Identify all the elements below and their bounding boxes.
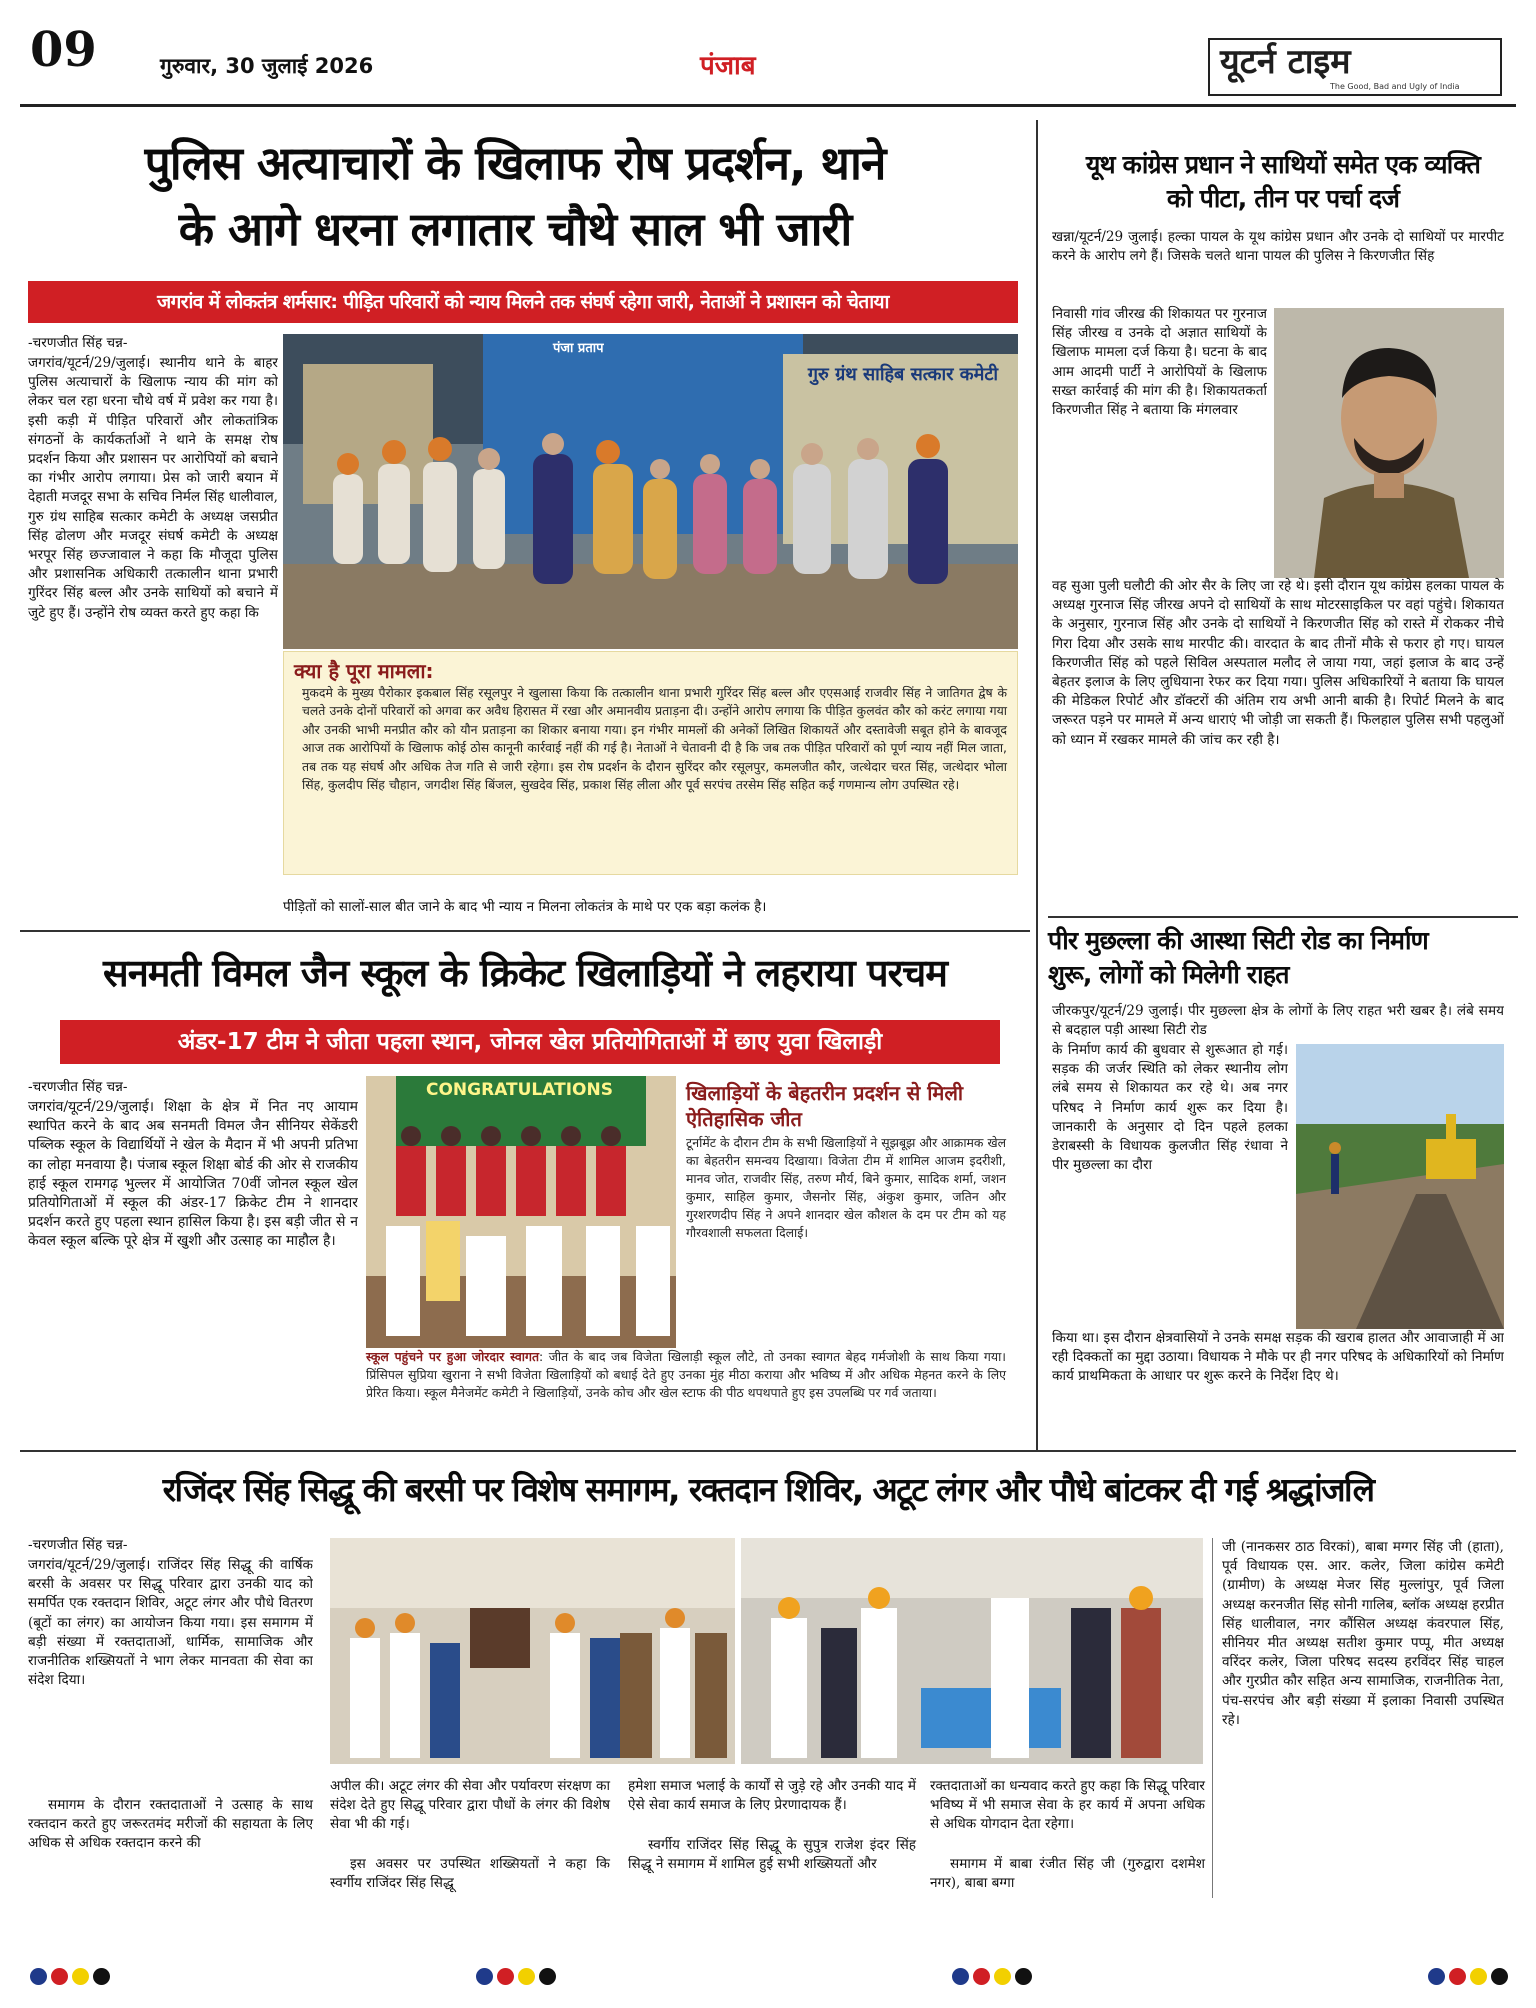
color-dot (497, 1968, 514, 1985)
color-dot (93, 1968, 110, 1985)
story5-col3b: स्वर्गीय राजिंदर सिंह सिद्धू के सुपुत्र राजेश इंदर सिंह सिद्धू ने समागम में शामिल हुई सभी शख्सियतों और (628, 1837, 916, 1873)
footer-dots-left (30, 1968, 110, 1985)
story5-col2b: इस अवसर पर उपस्थित शख्सियतों ने कहा कि स्वर्गीय राजिंदर सिंह सिद्धू (330, 1856, 610, 1892)
story3-headline: पीर मुछल्ला की आस्था सिटी रोड का निर्माण शुरू, लोगों को मिलेगी राहत (1048, 926, 1428, 989)
story1-box (283, 651, 1018, 875)
issue-date: गुरुवार, 30 जुलाई 2026 (160, 54, 374, 78)
story3-wrap: के निर्माण कार्य की बुधवार से शुरूआत हो गई। सड़क की जर्जर स्थिति को लेकर स्थानीय लोग लंबे समय से शिकायत कर रहे थे। अब नगर परिषद ने निर्माण कार्य शुरू कर दिया है। जानकारी के अनुसार दो दिन पहले हलका डेराबस्सी के विधायक कुलजीत सिंह रंधावा ने पीर मुछल्ला का दौरा (1052, 1042, 1288, 1174)
color-dot (1449, 1968, 1466, 1985)
story1-headline: पुलिस अत्याचारों के खिलाफ रोष प्रदर्शन, थाने के आगे धरना लगातार चौथे साल भी जारी (144, 136, 886, 256)
color-dot (51, 1968, 68, 1985)
story4-caption-label: स्कूल पहुंचने पर हुआ जोरदार स्वागत (366, 1349, 540, 1364)
story4-caption-text: : जीत के बाद जब विजेता खिलाड़ी स्कूल लौटे, तो उनका स्वागत बेहद गर्मजोशी के साथ किया गया। प्रिंसिपल सुप्रिया खुराना ने सभी विजेता खिलाड़ियों को बधाई देते हुए उनका मुंह मीठा कराया और भविष्य में और अधिक मेहनत करने के लिए प्रेरित किया। स्कूल मैनेजमेंट कमेटी ने खिलाड़ियों, उनके कोच और खेल स्टाफ की पीठ थपथपाते हुए इस उपलब्धि पर गर्व जताया। (366, 1349, 1006, 1401)
color-dot (1491, 1968, 1508, 1985)
story1-body: जगरांव/यूटर्न/29/जुलाई। स्थानीय थाने के बाहर पुलिस अत्याचारों के खिलाफ न्याय की मांग को लेकर चल रहा धरना चौथे वर्ष में प्रवेश कर गया है। इसी कड़ी में पीड़ित परिवारों और लोकतांत्रिक संगठनों के कार्यकर्ताओं ने थाने के समक्ष रोष प्रदर्शन किया और प्रशासन पर आरोपियों को बचाने का गंभीर आरोप लगाया। प्रेस को जारी बयान में देहाती मजदूर सभा के सचिव निर्मल सिंह धालीवाल, गुरु ग्रंथ साहिब सत्कार कमेटी के अध्यक्ष जसप्रीत सिंह ढोलण और मजदूर संघर्ष कमेटी के अध्यक्ष भरपूर सिंह छज्जावाल ने कहा कि मौजूदा पुलिस और प्रशासनिक अधिकारी तत्कालीन थाना प्रभारी गुरिंदर सिंह बल्ल और उनके साथियों को बचाने में जुटे हुए हैं। उन्होंने रोष व्यक्त करते हुए कहा कि (28, 355, 278, 621)
color-dot (994, 1968, 1011, 1985)
header-rule (20, 104, 1516, 107)
photo-banner-label: पंजा प्रताप (553, 341, 604, 356)
story4-side-body: टूर्नामेंट के दौरान टीम के सभी खिलाड़ियों ने सूझबूझ और आक्रामक खेल का बेहतरीन समन्वय दिखाया। विजेता टीम में शामिल आजम इदरीशी, मानव जोत, राजवीर सिंह, तरुण मौर्य, बिने कुमार, सादिक शर्मा, जशन कुमार, साहिल कुमार, जैसनोर सिंह, अंकुश कुमार, जतिन और गुरशरणदीप सिंह ने अपने शानदार खेल कौशल के दम पर टीम को यह गौरवशाली सफलता दिलाई। (686, 1135, 1006, 1240)
color-dot (952, 1968, 969, 1985)
story5-photo-1 (330, 1538, 735, 1764)
story5-divider (1212, 1538, 1213, 1898)
color-dot (476, 1968, 493, 1985)
story4-subhead: अंडर-17 टीम ने जीता पहला स्थान, जोनल खेल प्रतियोगिताओं में छाए युवा खिलाड़ी (60, 1020, 1000, 1064)
story5-col1b: समागम के दौरान रक्तदाताओं ने उत्साह के साथ रक्तदान करते हुए जरूरतमंद मरीजों की सहायता के लिए अधिक से अधिक रक्तदान करने की (28, 1797, 313, 1852)
story1-subhead: जगरांव में लोकतंत्र शर्मसार: पीड़ित परिवारों को न्याय मिलने तक संघर्ष रहेगा जारी, नेताओं ने प्रशासन को चेताया (28, 281, 1018, 323)
story2-intro: खन्ना/यूटर्न/29 जुलाई। हल्का पायल के यूथ कांग्रेस प्रधान और उनके दो साथियों पर मारपीट करने के आरोप लगे हैं। जिसके चलते थाना पायल की पुलिस ने किरणजीत सिंह (1052, 229, 1504, 265)
story5-col2: अपील की। अटूट लंगर की सेवा और पर्यावरण संरक्षण का संदेश देते हुए सिद्धू परिवार द्वारा पौधों के लंगर की विशेष सेवा भी की गई। (330, 1778, 610, 1833)
story4-body: जगरांव/यूटर्न/29/जुलाई। शिक्षा के क्षेत्र में नित नए आयाम स्थापित करने के बाद अब सनमती विमल जैन सीनियर सेकेंडरी पब्लिक स्कूल के विद्यार्थियों ने खेल के मैदान में भी अपनी प्रतिभा का लोहा मनवाया है। पंजाब स्कूल शिक्षा बोर्ड की ओर से राजकीय हाई स्कूल रामगढ़ भुल्लर में आयोजित 70वीं जोनल स्कूल खेल प्रतियोगिताओं में स्कूल की अंडर-17 क्रिकेट टीम ने शानदार प्रदर्शन करते हुए पहला स्थान हासिल किया है। इस बड़ी जीत से न केवल स्कूल बल्कि पूरे क्षेत्र में खुशी और उत्साह का माहौल है। (28, 1099, 358, 1250)
story5-col4: रक्तदाताओं का धन्यवाद करते हुए कहा कि सिद्धू परिवार भविष्य में भी समाज सेवा के हर कार्य में अपना अधिक से अधिक योगदान देता रहेगा। (930, 1778, 1205, 1833)
story2-headline: यूथ कांग्रेस प्रधान ने साथियों समेत एक व्यक्ति को पीटा, तीन पर पर्चा दर्ज (1085, 150, 1481, 213)
story3-rest: किया था। इस दौरान क्षेत्रवासियों ने उनके समक्ष सड़क की खराब हालत और आवाजाही में आ रही दिक्कतों का मुद्दा उठाया। विधायक ने मौके पर ही नगर परिषद के अधिकारियों को निर्माण कार्य प्राथमिकता के आधार पर शुरू करने के निर्देश दिए थे। (1052, 1330, 1504, 1385)
story3-intro: जीरकपुर/यूटर्न/29 जुलाई। पीर मुछल्ला क्षेत्र के लोगों के लिए राहत भरी खबर है। लंबे समय से बदहाल पड़ी आस्था सिटी रोड (1052, 1003, 1504, 1039)
story4-caption (366, 1348, 1006, 1403)
story2-wrap: निवासी गांव जीरख की शिकायत पर गुरनाज सिंह जीरख व उनके दो अज्ञात साथियों के खिलाफ मामला दर्ज किया है। घटना के बाद आम आदमी पार्टी ने आरोपियों के खिलाफ सख्त कार्रवाई की मांग की है। शिकायतकर्ता किरणजीत सिंह ने बताया कि मंगलवार (1052, 306, 1267, 419)
story1-box-title: क्या है पूरा मामला: (294, 659, 434, 683)
story5-photo-2 (741, 1538, 1203, 1764)
footer-dots-right (1428, 1968, 1508, 1985)
page-number: 09 (30, 22, 97, 78)
color-dot (539, 1968, 556, 1985)
brand-name: यूटर्न टाइम (1220, 42, 1351, 82)
section-title: पंजाब (700, 51, 756, 81)
brand-tagline: The Good, Bad and Ugly of India (1330, 82, 1460, 91)
photo-banner-text: गुरु ग्रंथ साहिब सत्कार कमेटी (807, 364, 999, 385)
color-dot (1428, 1968, 1445, 1985)
footer-dots-center-right (952, 1968, 1032, 1985)
story5-byline: -चरणजीत सिंह चन्न- (28, 1537, 128, 1553)
photo-banner-text: CONGRATULATIONS (426, 1080, 613, 1100)
story2-photo (1274, 308, 1504, 578)
story4-side-title: खिलाड़ियों के बेहतरीन प्रदर्शन से मिली ऐतिहासिक जीत (686, 1081, 964, 1131)
story5-col5: जी (नानकसर ठाठ विरकां), बाबा मग्गर सिंह जी (हाता), पूर्व विधायक एस. आर. कलेर, जिला कांग्रेस कमेटी (ग्रामीण) के अध्यक्ष मेजर सिंह मुल्लांपुर, पूर्व जिला अध्यक्ष करनजीत सिंह सोनी गालिब, ब्लॉक अध्यक्ष हरप्रीत सिंह धालीवाल, नगर कौंसिल अध्यक्ष कंवरपाल सिंह, सीनियर मीत अध्यक्ष सतीश कुमार पप्पू, मीत अध्यक्ष वरिंदर कलेर, जिला परिषद सदस्य हरविंदर सिंह चाहल और गुरप्रीत कौर सहित अन्य सामाजिक, राजनीतिक नेता, पंच-सरपंच और बड़ी संख्या में इलाका निवासी उपस्थित रहे। (1222, 1539, 1504, 1728)
color-dot (518, 1968, 535, 1985)
story4-headline: सनमती विमल जैन स्कूल के क्रिकेट खिलाड़ियों ने लहराया परचम (103, 951, 947, 995)
color-dot (30, 1968, 47, 1985)
brand-logo (1208, 38, 1502, 96)
story5-headline: रजिंदर सिंह सिद्धू की बरसी पर विशेष समागम, रक्तदान शिविर, अटूट लंगर और पौधे बांटकर दी गई श्रद्धांजलि (162, 1470, 1374, 1509)
story1-body-tail: पीड़ितों को सालों-साल बीत जाने के बाद भी न्याय न मिलना लोकतंत्र के माथे पर एक बड़ा कलंक है। (283, 899, 767, 915)
story5-rule (20, 1450, 1516, 1452)
column-divider (1036, 120, 1038, 1450)
story1-box-body: मुकदमे के मुख्य पैरोकार इकबाल सिंह रसूलपुर ने खुलासा किया कि तत्कालीन थाना प्रभारी गुरिंदर सिंह बल्ल और एएसआई राजवीर सिंह ने जातिगत द्वेष के चलते उनके दोनों परिवारों को अगवा कर अवैध हिरासत में रखा और अमानवीय प्रताड़ना दी। उन्होंने आरोप लगाया कि पीड़ित कुलवंत कौर को करंट लगाया गया और उनकी भाभी मनप्रीत कौर को यौन प्रताड़ना का शिकार बनाया गया। इन गंभीर मामलों की अनेकों लिखित शिकायतें और दस्तावेजी सबूत होने के बावजूद आज तक आरोपियों के खिलाफ कोई ठोस कानूनी कार्रवाई नहीं की गई है। नेताओं ने चेतावनी दी है कि जब तक पीड़ित परिवारों को पूर्ण न्याय नहीं मिल जाता, तब तक यह संघर्ष और अधिक तेज गति से जारी रहेगा। इस रोष प्रदर्शन के दौरान सुरिंदर कौर रसूलपुर, कमलजीत कौर, जत्थेदार चरत सिंह, जत्थेदार भोला सिंह, कुलदीप सिंह चौहान, जगदीश सिंह बिंजल, सुखदेव सिंह, प्रकाश सिंह लीला और पूर्व सरपंच तरसेम सिंह सहित कई गणमान्य लोग उपस्थित रहे। (302, 685, 1007, 793)
story4-byline: -चरणजीत सिंह चन्न- (28, 1079, 128, 1095)
story1-byline: -चरणजीत सिंह चन्न- (28, 335, 128, 351)
color-dot (1470, 1968, 1487, 1985)
story4-rule (20, 930, 1030, 932)
color-dot (973, 1968, 990, 1985)
color-dot (72, 1968, 89, 1985)
story5-col4b: समागम में बाबा रंजीत सिंह जी (गुरुद्वारा दशमेश नगर), बाबा बग्गा (930, 1856, 1205, 1892)
footer-dots-center-left (476, 1968, 556, 1985)
story5-col1: जगरांव/यूटर्न/29/जुलाई। राजिंदर सिंह सिद्धू की वार्षिक बरसी के अवसर पर सिद्धू परिवार द्वारा उनकी याद को समर्पित एक रक्तदान शिविर, अटूट लंगर और पौधे वितरण (बूटों का लंगर) का आयोजन किया गया। इस समागम में बड़ी संख्या में रक्तदाताओं, धार्मिक, सामाजिक और राजनीतिक शख्सियतों ने भाग लेकर मानवता की सेवा का संदेश दिया। (28, 1557, 313, 1689)
story4-photo (366, 1076, 676, 1348)
story1-photo (283, 334, 1018, 649)
color-dot (1015, 1968, 1032, 1985)
story2-rule (1048, 916, 1518, 918)
story2-rest: वह सुआ पुली घलौटी की ओर सैर के लिए जा रहे थे। इसी दौरान यूथ कांग्रेस हलका पायल के अध्यक्ष गुरनाज सिंह जीरख अपने दो साथियों के साथ मोटरसाइकिल पर वहां पहुंचे। शिकायत के अनुसार, गुरनाज सिंह और उनके दो साथियों ने किरणजीत सिंह को रास्ते में रोककर नीचे गिरा दिया और उसके साथ मारपीट की। वारदात के बाद तीनों मौके से फरार हो गए। घायल किरणजीत सिंह को पहले सिविल अस्पताल मलौद ले जाया गया, जहां इलाज के बाद उन्हें बेहतर इलाज के लिए लुधियाना रेफर कर दिया गया। पुलिस अधिकारियों ने बताया कि घायल की मेडिकल रिपोर्ट और डॉक्टरों की अंतिम राय अभी आनी बाकी है। रिपोर्ट मिलने के बाद जरूरत पड़ने पर मामले में अन्य धाराएं भी जोड़ी जा सकती हैं। फिलहाल पुलिस सभी पहलुओं को ध्यान में रखकर मामले की जांच कर रही है। (1052, 578, 1504, 748)
story5-col3: हमेशा समाज भलाई के कार्यों से जुड़े रहे और उनकी याद में ऐसे सेवा कार्य समाज के लिए प्रेरणादायक हैं। (628, 1778, 916, 1814)
story3-photo (1296, 1044, 1504, 1329)
